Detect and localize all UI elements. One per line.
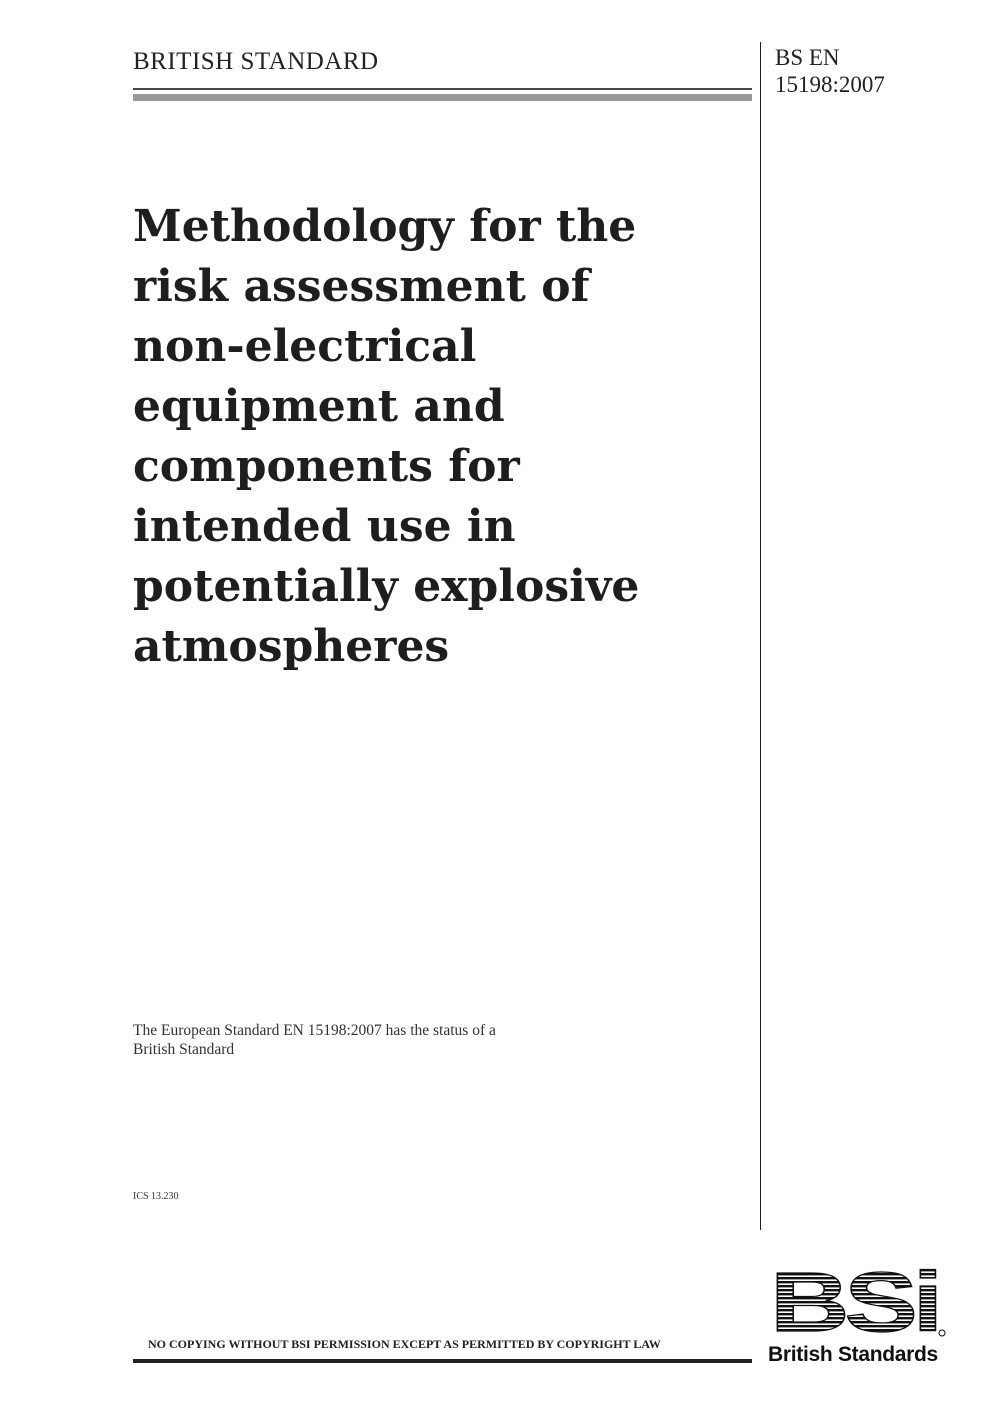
title-line: non-electrical [133,321,477,372]
bsi-logo-caption: British Standards [768,1343,938,1366]
title-line: potentially explosive [133,561,640,612]
ics-code: ICS 13.230 [133,1191,179,1202]
vertical-divider [760,42,761,1230]
copyright-notice: NO COPYING WITHOUT BSI PERMISSION EXCEPT AS PERMITTED BY COPYRIGHT LAW [148,1337,661,1351]
title-line: Methodology for the [133,201,637,252]
document-number-line-2: 15198:2007 [775,72,885,97]
status-line-1: The European Standard EN 15198:2007 has the status of a [133,1022,496,1039]
title-line: risk assessment of [133,261,590,312]
bsi-logo-text: BSi [770,1265,938,1343]
header-label: BRITISH STANDARD [133,48,379,75]
title-line: equipment and [133,381,505,432]
document-title [133,197,743,677]
bsi-logo-mark [768,1265,948,1343]
header-rule-thin [133,88,752,90]
footer-rule [133,1359,752,1363]
title-line: components for [133,441,520,492]
document-number-line-1: BS EN [775,45,840,70]
status-statement [133,1021,633,1059]
document-number [775,44,975,98]
registered-mark-icon [939,1330,945,1336]
header-rule-thick [133,94,752,101]
title-line: intended use in [133,501,516,552]
title-line: atmospheres [133,621,450,672]
status-line-2: British Standard [133,1041,235,1058]
